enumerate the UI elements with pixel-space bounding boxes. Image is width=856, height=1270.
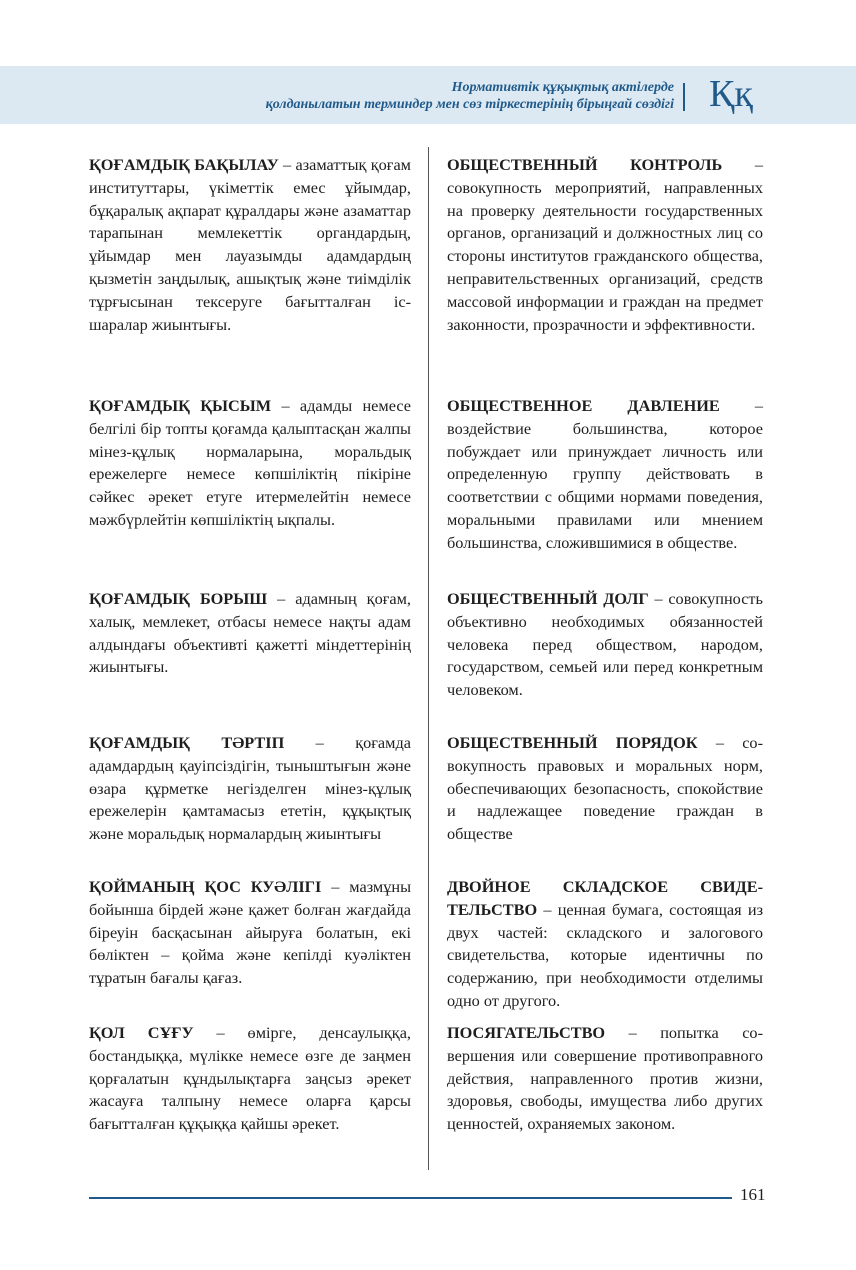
dictionary-entry-kz xyxy=(89,876,411,990)
entry-definition: – адамның қоғам, халық, мемлекет, отбасы немесе нақты адам алдындағы объективті қажетті міндеттерінің жиынтығы. xyxy=(89,589,411,677)
dictionary-entry-ru xyxy=(447,588,763,702)
entry-term: ОБЩЕСТВЕННЫЙ ДОЛГ xyxy=(447,589,649,608)
dictionary-entry-ru xyxy=(447,876,763,1013)
entry-term: ОБЩЕСТВЕННЫЙ ПОРЯДОК xyxy=(447,733,698,752)
footer-rule xyxy=(89,1197,732,1199)
running-title-line-2: қолданылатын терминдер мен сөз тіркестерінің бірыңғай сөздігі xyxy=(265,97,674,112)
entry-term: ОБЩЕСТВЕННЫЙ КОНТРОЛЬ xyxy=(447,155,723,174)
entry-term: ДВОЙНОЕ СКЛАДСКОЕ СВИДЕТЕЛЬСТВО xyxy=(447,877,763,919)
section-letters: Ққ xyxy=(709,73,753,115)
dictionary-entry-ru xyxy=(447,1022,763,1136)
entry-definition: – ценная бумага, состоящая из двух частей: складского и залогового свидетельства, которые идентичны по содержанию, при необходимости отделимы одно от другого. xyxy=(447,899,763,1010)
running-title-line-1: Нормативтік құқықтық актілерде xyxy=(451,80,674,95)
dictionary-entry-ru xyxy=(447,732,763,846)
entry-definition: – совокупность мероприятий, направленных на проверку деятельности государственных органов, организаций и должностных лиц со стороны институтов гражданского общества, неправительственных организаций, средств массовой информации и граждан на предмет законности, прозрачности и эффективности. xyxy=(447,155,763,334)
dictionary-entry-kz xyxy=(89,395,411,532)
entry-term: ҚОҒАМДЫҚ ҚЫСЫМ xyxy=(89,396,272,415)
entry-definition: – совокупность объективно необходимых обязанностей человека перед обществом, народом, государством, семьей или перед конкретным человеком. xyxy=(447,589,763,700)
dictionary-entry-kz xyxy=(89,154,411,336)
dictionary-entry-kz xyxy=(89,588,411,679)
entry-definition: – совокупность правовых и моральных норм, обеспечивающих безопасность, спокойствие и надлежащее поведение граждан в обществе xyxy=(447,733,763,844)
entry-definition: – воздействие большинства, которое побуждает или принуждает личность или определенную группу действовать в соответствии с общими нормами поведения, моральными правилами или мнением большинства, сложившимися в обществе. xyxy=(447,396,763,552)
entry-term: ОБЩЕСТВЕННОЕ ДАВЛЕНИЕ xyxy=(447,396,720,415)
entry-term: ҚОҒАМДЫҚ ТӘРТІП xyxy=(89,733,285,752)
page-number: 161 xyxy=(740,1185,766,1204)
dictionary-entry-ru xyxy=(447,395,763,555)
page-header xyxy=(0,66,856,124)
entry-definition: – қоғамда адамдардың қауіпсіздігін, тыныштығын және өзара құрметке негізделген мінез-құлық ережелерін қамтамасыз ететін, құқықтық және моральдық нормалардың жиынтығы xyxy=(89,733,411,844)
entry-term: ҚОҒАМДЫҚ БОРЫШ xyxy=(89,589,268,608)
entry-term: ҚОЛ СҰҒУ xyxy=(89,1023,194,1042)
entry-definition: – өмірге, денсаулыққа, бостандыққа, мүлікке немесе өзге де заңмен қорғалатын құндылықтарға заңсыз әрекет жасауға талпыну немесе оларға қарсы бағытталған құқыққа қайшы әрекет. xyxy=(89,1023,411,1134)
header-divider xyxy=(683,83,685,111)
running-title xyxy=(266,79,674,113)
entry-term: ҚОҒАМДЫҚ БАҚЫЛАУ xyxy=(89,155,279,174)
dictionary-entry-kz xyxy=(89,1022,411,1136)
entry-definition: – адамды немесе белгілі бір топты қоғамда қалыптасқан жалпы мінез-құлық нормаларына, моральдық ережелерге немесе көпшіліктің пікіріне сәйкес әрекет етуге итермелейтін немесе мәжбүрлейтін көпшіліктің ықпалы. xyxy=(89,396,411,529)
entry-definition: – мазмұны бойынша бірдей және қажет болған жағдайда біреуін басқасынан айыруға болатын, екі бөліктен – қойма және кепілді куәліктен тұратын бағалы қағаз. xyxy=(89,877,412,988)
entry-definition: – попытка совершения или совершение противоправного действия, направленного против жизни, здоровья, свободы, имущества либо других ценностей, охраняемых законом. xyxy=(447,1023,763,1134)
entry-definition: – азаматтық қоғам институттары, үкіметтік емес ұйымдар, бұқаралық ақпарат құралдары және азаматтар тарапынан мемлекеттік органдардың, ұйымдар мен лауазымды адамдардың қызметін заңдылық, ашықтық және тиімділік тұрғысынан тексеруге бағытталған іс-шаралар жиынтығы. xyxy=(89,155,411,334)
entry-term: ҚОЙМАНЫҢ ҚОС КУӘЛІГІ xyxy=(89,877,322,896)
column-divider xyxy=(428,147,429,1170)
entry-term: ПОСЯГАТЕЛЬСТВО xyxy=(447,1023,606,1042)
dictionary-entry-ru xyxy=(447,154,763,336)
dictionary-entry-kz xyxy=(89,732,411,846)
